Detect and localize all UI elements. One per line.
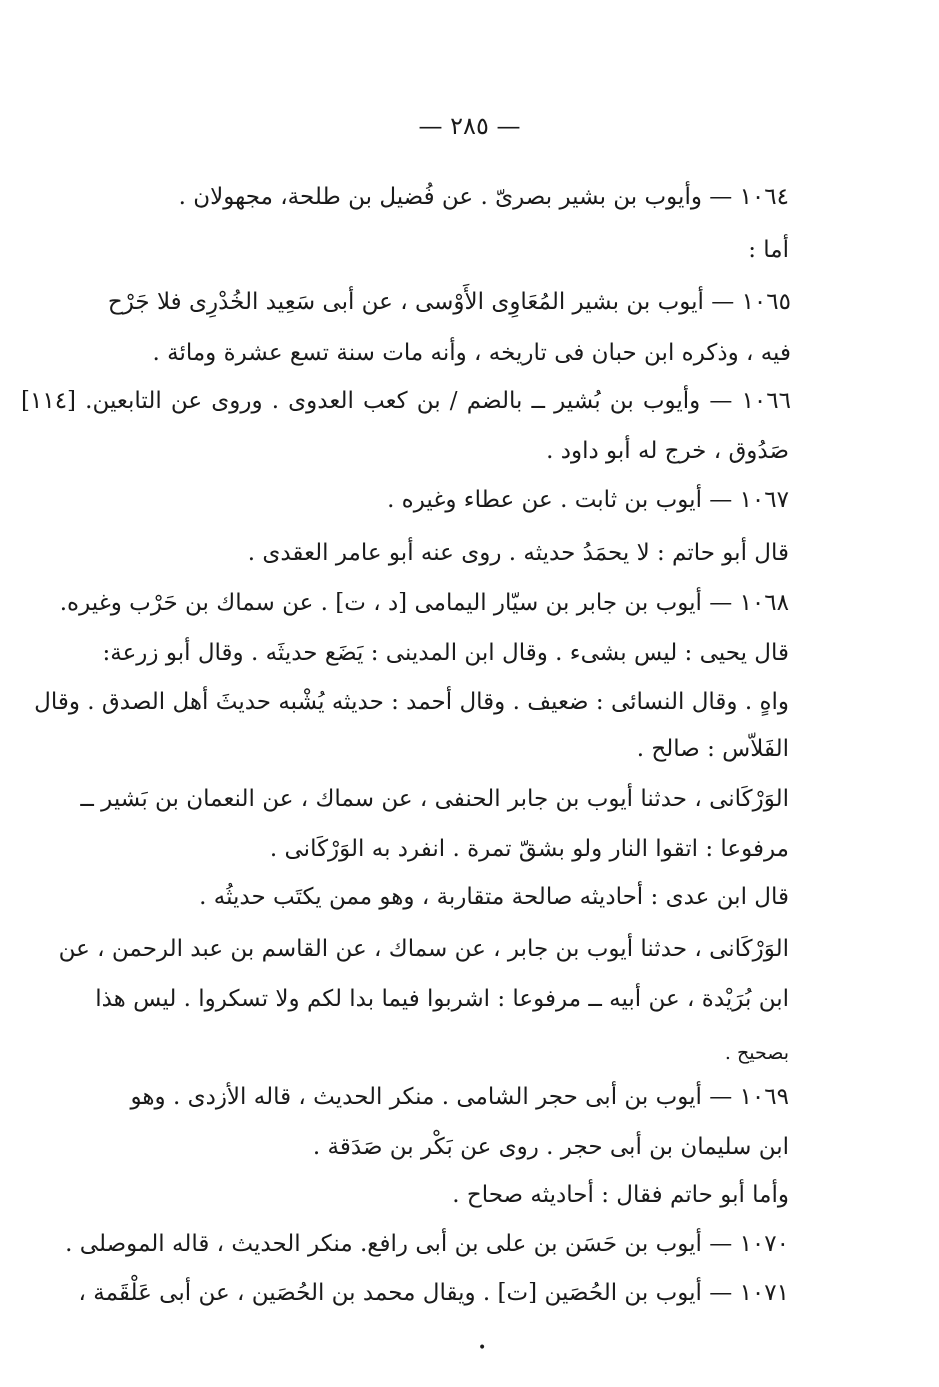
text-line: قال يحيى : ليس بشىء . وقال ابن المدينى : يَضَع حديثَه . وقال أبو زرعة: [102,640,789,666]
entry-1066: ١٠٦٦ — وأيوب بن بُشير ــ بالضم / بن كعب العدوى . وروى عن التابعين. [١١٤] [21,388,791,414]
text-line: فيه ، وذكره ابن حبان فى تاريخه ، وأنه مات سنة تسع عشرة ومائة . [152,340,791,366]
text-line: الوَرْكَانى ، حدثنا أيوب بن جابر الحنفى ، عن سماك ، عن النعمان بن بَشير ــ [80,786,789,812]
entry-1070: ١٠٧٠ — أيوب بن حَسَن بن على بن أبى رافع. منكر الحديث ، قاله الموصلى . [65,1231,789,1257]
text-line: وأما أبو حاتم فقال : أحاديثه صحاح . [452,1182,789,1208]
entry-1069: ١٠٦٩ — أيوب بن أبى حجر الشامى . منكر الحديث ، قاله الأزدى . وهو [130,1084,789,1110]
text-line: بصحيح . [724,1042,789,1064]
text-line: واهٍ . وقال النسائى : ضعيف . وقال أحمد : حديثه يُشْبه حديثَ أهل الصدق . وقال [34,689,789,715]
text-line: صَدُوق ، خرج له أبو داود . [546,438,789,464]
entry-1067: ١٠٦٧ — أيوب بن ثابت . عن عطاء وغيره . [387,487,789,513]
text-line: ابن بُرَيْدة ، عن أبيه ــ مرفوعا : اشربوا فيما بدا لكم ولا تسكروا . ليس هذا [95,986,789,1012]
entry-1065: ١٠٦٥ — أيوب بن بشير المُعَاوِى الأَوْسى ، عن أبى سَعِيد الخُدْرِى فلا جَرْح [107,289,791,315]
entry-1064: ١٠٦٤ — وأيوب بن بشير بصرىّ . عن فُضيل بن طلحة، مجهولان . [178,184,789,210]
text-line: أما : [748,237,789,263]
text-line: قال أبو حاتم : لا يحمَدُ حديثه . روى عنه أبو عامر العقدى . [247,540,789,566]
text-line: ابن سليمان بن أبى حجر . روى عن بَكْر بن صَدَقة . [312,1134,789,1160]
text-line: مرفوعا : اتقوا النار ولو بشقّ تمرة . انفرد به الوَرْكَانى . [269,836,789,862]
page-number: — ٢٨٥ — [418,112,521,140]
entry-1071: ١٠٧١ — أيوب بن الحُصَين [ت] . ويقال محمد بن الحُصَين ، عن أبى عَلْقَمة ، [78,1280,789,1306]
page-mark-dot: • [478,1340,487,1356]
text-line: الفَلاّس : صالح . [636,736,789,762]
text-line: الوَرْكَانى ، حدثنا أيوب بن جابر ، عن سماك ، عن القاسم بن عبد الرحمن ، عن [58,936,789,962]
entry-1068: ١٠٦٨ — أيوب بن جابر بن سيّار اليمامى [د ، ت] . عن سماك بن حَرْب وغيره. [59,590,789,616]
text-line: قال ابن عدى : أحاديثه صالحة متقاربة ، وهو ممن يكتَب حديثُه . [199,884,789,910]
